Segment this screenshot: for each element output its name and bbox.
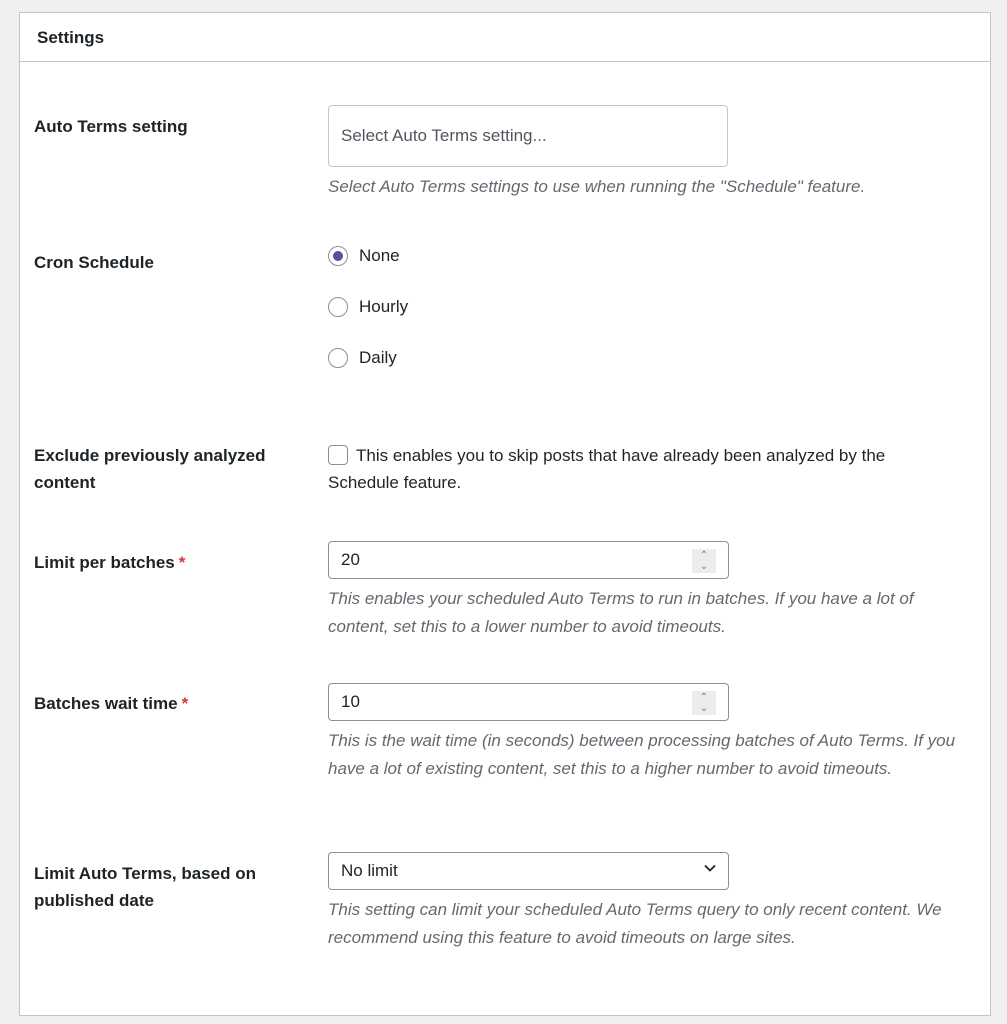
auto-terms-placeholder: Select Auto Terms setting... <box>341 126 547 145</box>
limit-date-description: This setting can limit your scheduled Auto Terms query to only recent content. We recommend using this feature to avoid timeouts on large sites. <box>328 900 942 947</box>
auto-terms-label: Auto Terms setting <box>34 117 188 136</box>
wait-time-label-text: Batches wait time <box>34 694 178 713</box>
auto-terms-select[interactable] <box>328 105 728 167</box>
limit-date-select[interactable] <box>328 852 729 890</box>
limit-batches-label <box>34 549 304 576</box>
exclude-label: Exclude previously analyzed content <box>34 446 266 492</box>
wait-time-description: This is the wait time (in seconds) between processing batches of Auto Terms. If you have a lot of existing content, set this to a higher number to avoid timeouts. <box>328 731 956 778</box>
required-marker: * <box>181 694 189 713</box>
limit-date-field <box>328 852 968 952</box>
stepper-icon[interactable]: ⌃ ⌄ <box>692 691 716 715</box>
chevron-down-icon <box>704 862 716 874</box>
radio-label: Hourly <box>359 297 409 316</box>
exclude-checkbox[interactable] <box>328 445 348 465</box>
wait-time-field <box>328 683 968 783</box>
limit-batches-description: This enables your scheduled Auto Terms to run in batches. If you have a lot of content, set this to a lower number to avoid timeouts. <box>328 589 914 636</box>
cron-schedule-label: Cron Schedule <box>34 253 154 272</box>
radio-none[interactable] <box>328 242 968 270</box>
settings-panel <box>19 12 991 1016</box>
wait-time-input[interactable] <box>328 683 729 721</box>
limit-batches-label-text: Limit per batches <box>34 553 175 572</box>
radio-hourly[interactable] <box>328 293 968 321</box>
limit-batches-value: 20 <box>341 550 360 569</box>
limit-batches-field <box>328 541 968 641</box>
limit-date-value: No limit <box>341 861 398 880</box>
auto-terms-field <box>328 105 968 201</box>
cron-schedule-radios <box>328 242 968 395</box>
radio-checked-icon[interactable] <box>328 246 348 266</box>
stepper-icon[interactable]: ⌃ ⌄ <box>692 549 716 573</box>
exclude-field <box>328 442 948 496</box>
panel-title: Settings <box>20 13 990 62</box>
radio-label: Daily <box>359 348 397 367</box>
radio-unchecked-icon[interactable] <box>328 348 348 368</box>
required-marker: * <box>178 553 186 572</box>
limit-batches-input[interactable] <box>328 541 729 579</box>
limit-date-label: Limit Auto Terms, based on published date <box>34 864 256 910</box>
exclude-text: This enables you to skip posts that have already been analyzed by the Schedule feature. <box>328 446 886 492</box>
wait-time-value: 10 <box>341 692 360 711</box>
radio-daily[interactable] <box>328 344 968 372</box>
wait-time-label <box>34 690 304 717</box>
radio-unchecked-icon[interactable] <box>328 297 348 317</box>
auto-terms-description: Select Auto Terms settings to use when running the "Schedule" feature. <box>328 177 866 196</box>
radio-label: None <box>359 246 400 265</box>
